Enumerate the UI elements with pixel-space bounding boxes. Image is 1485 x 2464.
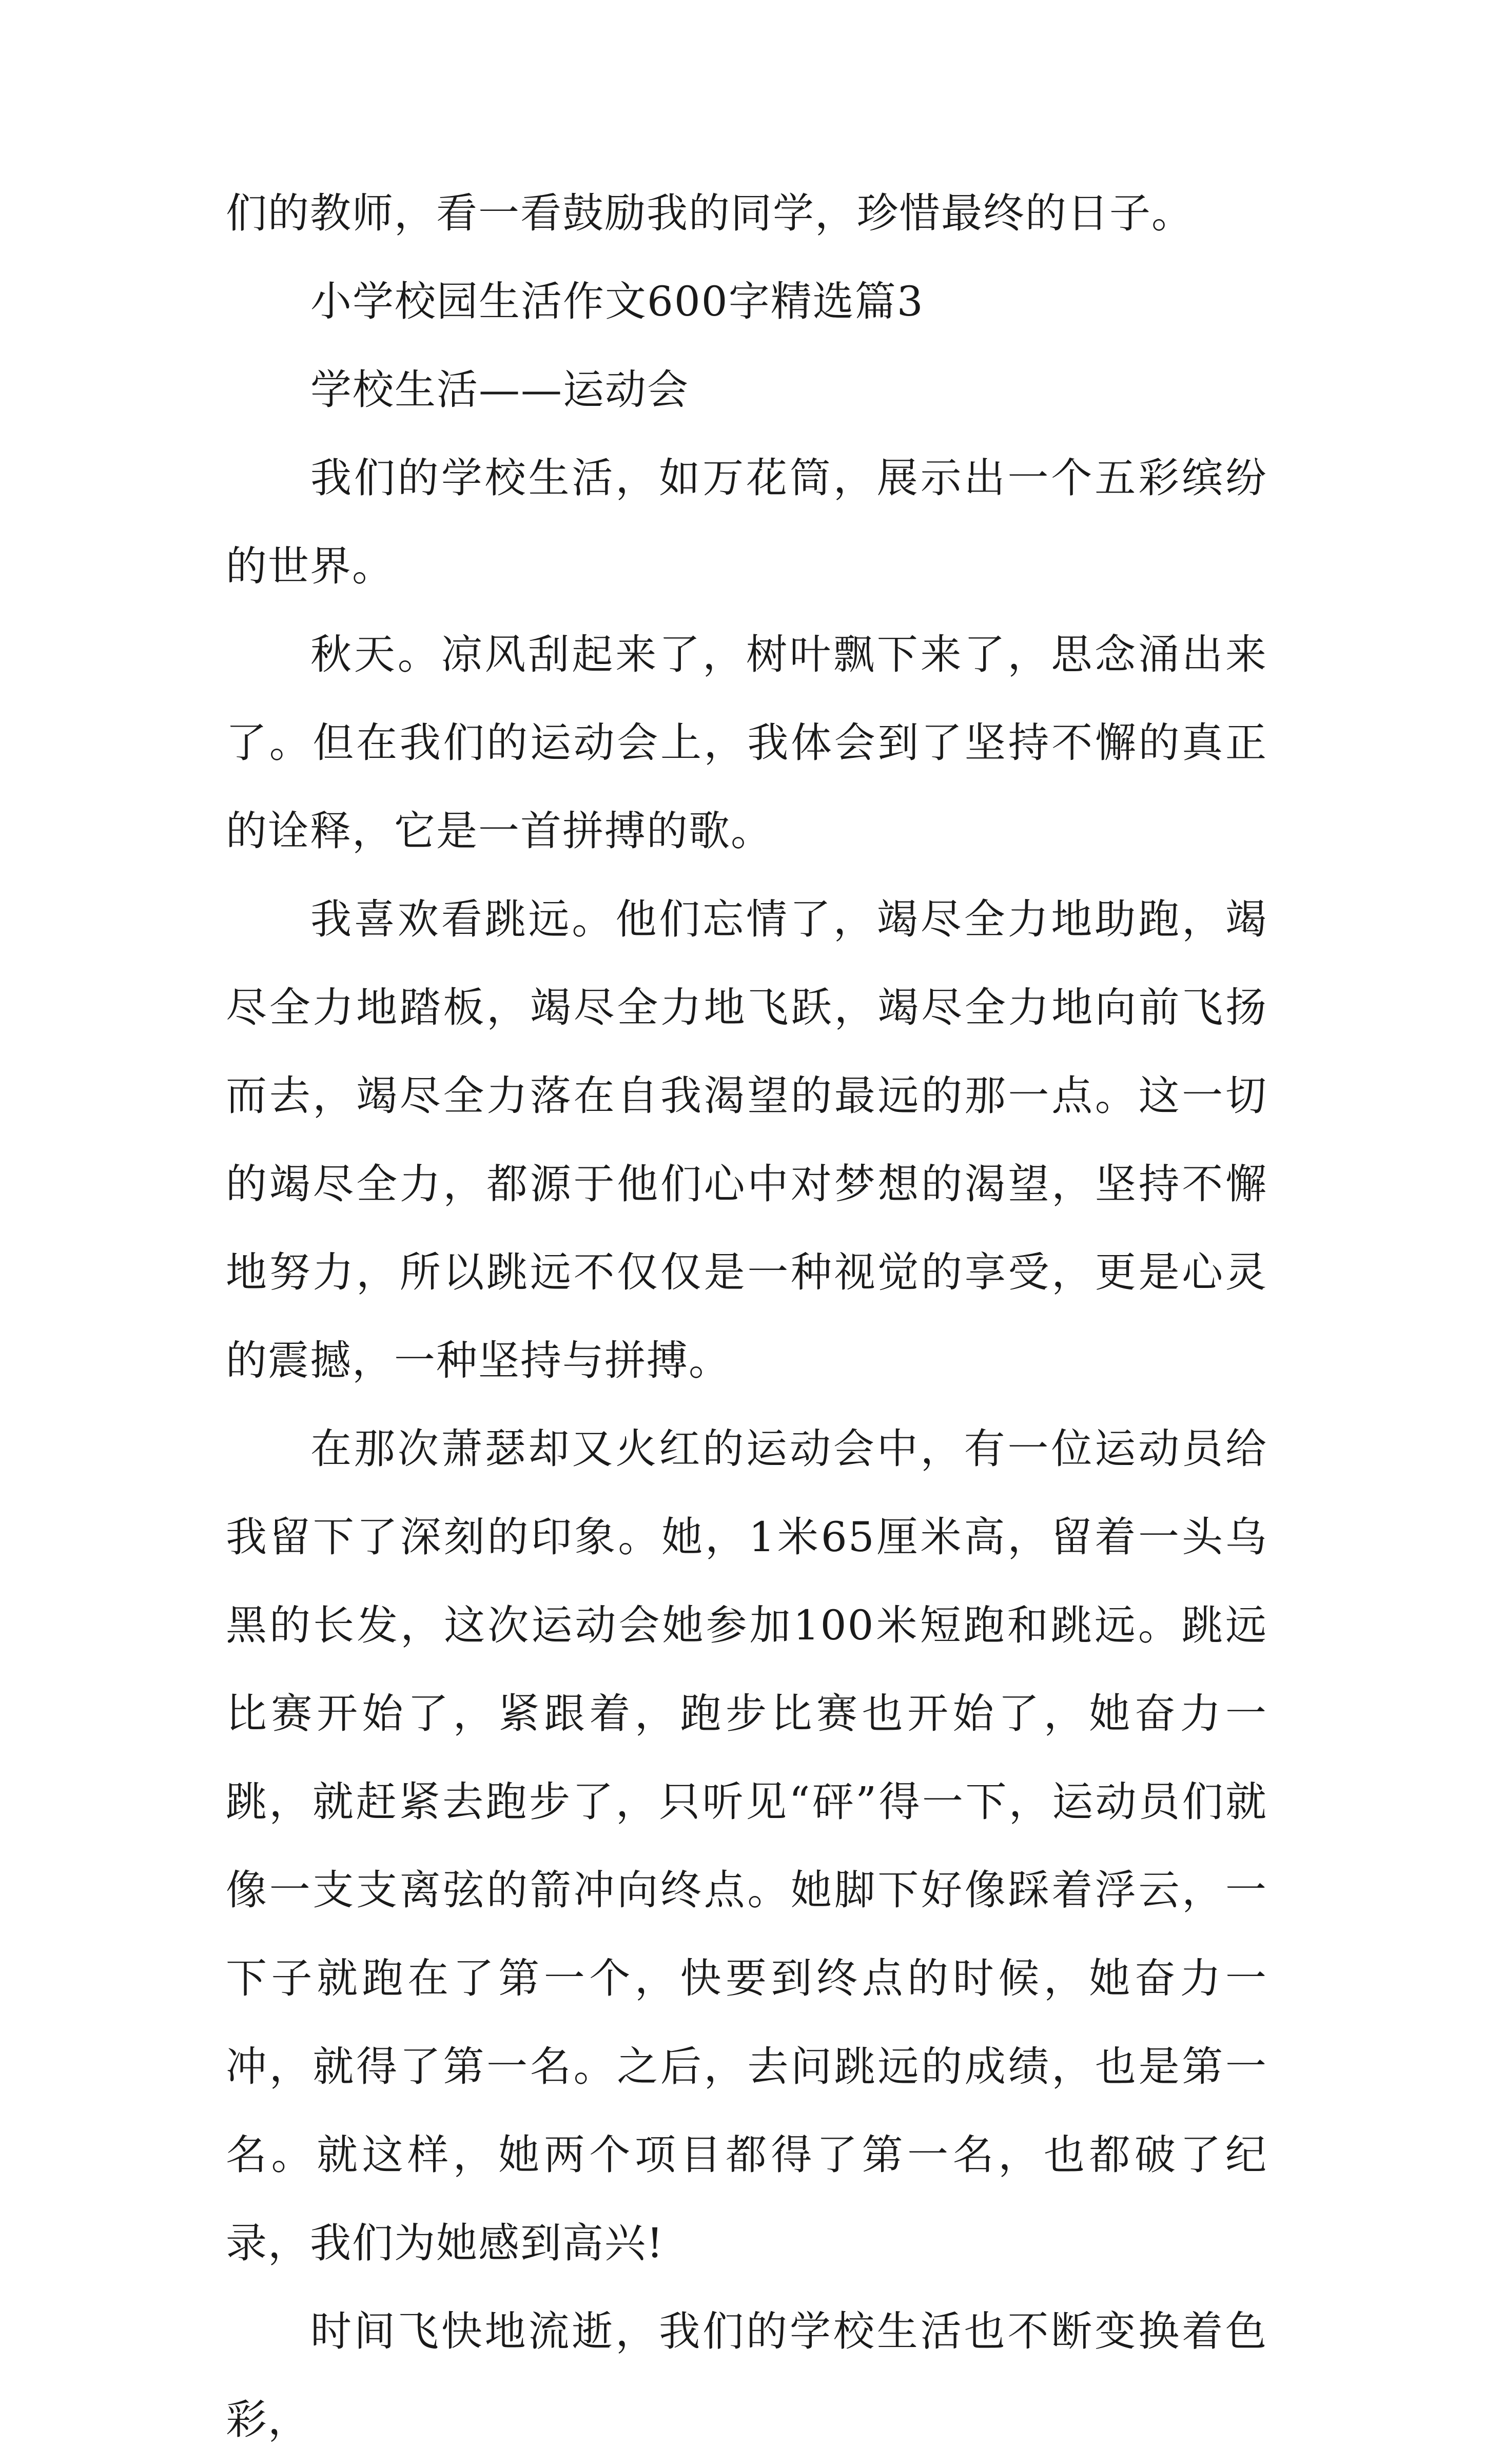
- body-text: [226, 169, 1267, 2464]
- article-title: 小学校园生活作文600字精选篇3: [310, 278, 924, 325]
- paragraph: 秋天。凉风刮起来了，树叶飘下来了，思念涌出来了。但在我们的运动会上，我体会到了坚持不懈的真正的诠释，它是一首拼搏的歌。: [226, 631, 1267, 855]
- paragraph: 我们的学校生活，如万花筒，展示出一个五彩缤纷的世界。: [226, 454, 1267, 590]
- paragraph: 时间飞快地流逝，我们的学校生活也不断变换着色彩，: [226, 2307, 1267, 2443]
- paragraph-continuation: 们的教师，看一看鼓励我的同学，珍惜最终的日子。: [226, 189, 1194, 237]
- paragraph: 我喜欢看跳远。他们忘情了，竭尽全力地助跑，竭尽全力地踏板，竭尽全力地飞跃，竭尽全力地向前飞扬而去，竭尽全力落在自我渴望的最远的那一点。这一切的竭尽全力，都源于他们心中对梦想的渴望，坚持不懈地努力，所以跳远不仅仅是一种视觉的享受，更是心灵的震撼，一种坚持与拼搏。: [226, 895, 1267, 1384]
- paragraph: 在那次萧瑟却又火红的运动会中，有一位运动员给我留下了深刻的印象。她，1米65厘米高，留着一头乌黑的长发，这次运动会她参加100米短跑和跳远。跳远比赛开始了，紧跟着，跑步比赛也开始了，她奋力一跳，就赶紧去跑步了，只听见“砰”得一下，运动员们就像一支支离弦的箭冲向终点。她脚下好像踩着浮云，一下子就跑在了第一个，快要到终点的时候，她奋力一冲，就得了第一名。之后，去问跳远的成绩，也是第一名。就这样，她两个项目都得了第一名，也都破了纪录，我们为她感到高兴!: [226, 1425, 1267, 2267]
- article-subtitle: 学校生活——运动会: [310, 366, 689, 414]
